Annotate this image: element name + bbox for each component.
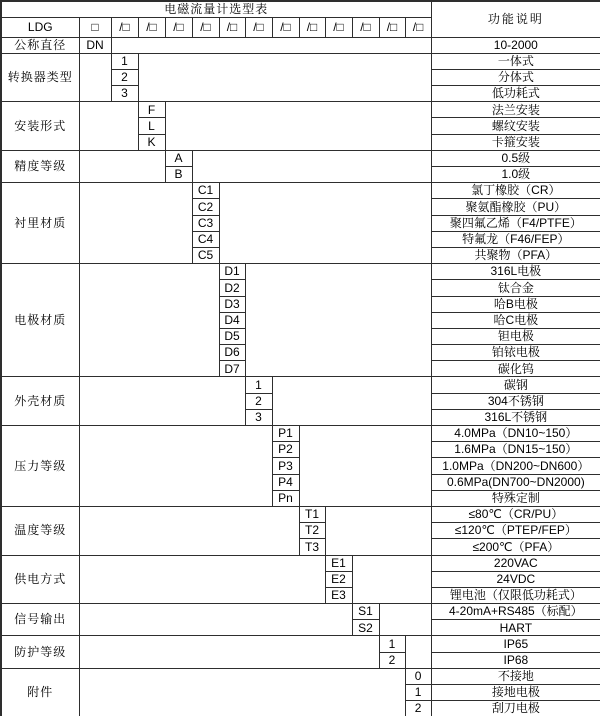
code-cell: D2 [219, 280, 245, 296]
group-spacer-left [79, 53, 111, 102]
code-cell: K [138, 134, 165, 150]
desc-cell: 1.0MPa（DN200~DN600） [431, 458, 600, 474]
code-cell: 2 [245, 393, 272, 409]
desc-cell: 碳化钨 [431, 361, 600, 377]
code-cell: T3 [299, 539, 325, 555]
desc-cell: 4.0MPa（DN10~150） [431, 426, 600, 442]
group-spacer-left [79, 377, 245, 426]
group-spacer-left [79, 264, 219, 377]
desc-cell: 24VDC [431, 571, 600, 587]
group-label: 衬里材质 [1, 183, 79, 264]
desc-cell: ≤200℃（PFA） [431, 539, 600, 555]
desc-cell: 哈C电极 [431, 312, 600, 328]
code-cell: A [165, 150, 192, 166]
code-cell: D6 [219, 345, 245, 361]
code-cell: T2 [299, 523, 325, 539]
desc-cell: 刮刀电极 [431, 701, 600, 716]
code-cell: C3 [192, 215, 219, 231]
model-slot: /□ [352, 17, 379, 37]
group-label: 外壳材质 [1, 377, 79, 426]
desc-cell: 低功耗式 [431, 86, 600, 102]
group-spacer-left [79, 102, 138, 151]
code-cell: 3 [111, 86, 138, 102]
desc-cell: 1.6MPa（DN15~150） [431, 442, 600, 458]
code-cell: 1 [245, 377, 272, 393]
group-label: 压力等级 [1, 426, 79, 507]
group-spacer-left [79, 506, 299, 555]
code-cell: P2 [272, 442, 299, 458]
desc-cell: 10-2000 [431, 37, 600, 53]
code-cell: E2 [325, 571, 352, 587]
model-slot: /□ [111, 17, 138, 37]
model-slot: /□ [138, 17, 165, 37]
code-cell: P1 [272, 426, 299, 442]
code-cell: D7 [219, 361, 245, 377]
desc-cell: 0.5级 [431, 150, 600, 166]
desc-cell: 钛合金 [431, 280, 600, 296]
desc-cell: 1.0级 [431, 167, 600, 183]
group-spacer-left [79, 555, 325, 604]
group-label: 安装形式 [1, 102, 79, 151]
code-cell: P4 [272, 474, 299, 490]
desc-cell: 聚氨酯橡胶（PU） [431, 199, 600, 215]
code-cell: P3 [272, 458, 299, 474]
code-cell: 0 [405, 668, 431, 684]
code-cell: 1 [111, 53, 138, 69]
code-cell: D1 [219, 264, 245, 280]
desc-cell: 316L电极 [431, 264, 600, 280]
code-cell: B [165, 167, 192, 183]
code-cell: S1 [352, 604, 379, 620]
code-cell: 2 [405, 701, 431, 716]
desc-cell: 特殊定制 [431, 490, 600, 506]
model-slot: /□ [379, 17, 405, 37]
group-spacer-right [111, 37, 431, 53]
desc-cell: 螺纹安装 [431, 118, 600, 134]
desc-cell: 304不锈钢 [431, 393, 600, 409]
code-cell: 2 [379, 652, 405, 668]
model-slot: /□ [272, 17, 299, 37]
desc-cell: 特氟龙（F46/FEP） [431, 231, 600, 247]
group-spacer-right [272, 377, 431, 426]
code-cell: F [138, 102, 165, 118]
group-spacer-right [138, 53, 431, 102]
group-spacer-right [352, 555, 431, 604]
desc-cell: 一体式 [431, 53, 600, 69]
group-spacer-left [79, 604, 352, 636]
code-cell: D3 [219, 296, 245, 312]
group-spacer-right [245, 264, 431, 377]
desc-cell: 钽电极 [431, 328, 600, 344]
model-slot: /□ [245, 17, 272, 37]
table-title: 电磁流量计选型表 [1, 1, 431, 17]
model-prefix: LDG [1, 17, 79, 37]
group-spacer-left [79, 668, 405, 716]
code-cell: 2 [111, 69, 138, 85]
group-spacer-right [379, 604, 431, 636]
code-cell: DN [79, 37, 111, 53]
group-label: 温度等级 [1, 506, 79, 555]
group-spacer-left [79, 636, 379, 668]
group-spacer-right [325, 506, 431, 555]
desc-cell: 铂铱电极 [431, 345, 600, 361]
desc-cell: 法兰安装 [431, 102, 600, 118]
desc-cell: 不接地 [431, 668, 600, 684]
group-label: 公称直径 [1, 37, 79, 53]
group-label: 转换器类型 [1, 53, 79, 102]
model-slot: /□ [192, 17, 219, 37]
desc-cell: 接地电极 [431, 685, 600, 701]
code-cell: S2 [352, 620, 379, 636]
group-spacer-right [299, 426, 431, 507]
desc-cell: 卡箍安装 [431, 134, 600, 150]
desc-cell: 316L不锈钢 [431, 409, 600, 425]
code-cell: Pn [272, 490, 299, 506]
model-slot: /□ [165, 17, 192, 37]
code-cell: E3 [325, 587, 352, 603]
code-cell: C1 [192, 183, 219, 199]
code-cell: C5 [192, 247, 219, 263]
model-box: □ [79, 17, 111, 37]
group-label: 电极材质 [1, 264, 79, 377]
desc-cell: 锂电池（仅限低功耗式） [431, 587, 600, 603]
model-slot: /□ [299, 17, 325, 37]
code-cell: L [138, 118, 165, 134]
group-spacer-left [79, 183, 192, 264]
table-body [1, 1, 600, 716]
desc-cell: 碳钢 [431, 377, 600, 393]
group-label: 供电方式 [1, 555, 79, 604]
code-cell: 1 [405, 685, 431, 701]
group-label: 精度等级 [1, 150, 79, 182]
group-spacer-right [165, 102, 431, 151]
code-cell: C2 [192, 199, 219, 215]
code-cell: E1 [325, 555, 352, 571]
model-slot: /□ [405, 17, 431, 37]
model-slot: /□ [325, 17, 352, 37]
code-cell: T1 [299, 506, 325, 522]
code-cell: D5 [219, 328, 245, 344]
model-slot: /□ [219, 17, 245, 37]
desc-cell: HART [431, 620, 600, 636]
group-label: 防护等级 [1, 636, 79, 668]
desc-cell: 哈B电极 [431, 296, 600, 312]
code-cell: C4 [192, 231, 219, 247]
code-cell: D4 [219, 312, 245, 328]
desc-cell: 聚四氟乙烯（F4/PTFE） [431, 215, 600, 231]
group-spacer-left [79, 426, 272, 507]
code-cell: 3 [245, 409, 272, 425]
desc-cell: 220VAC [431, 555, 600, 571]
group-label: 附件 [1, 668, 79, 716]
desc-cell: ≤80℃（CR/PU） [431, 506, 600, 522]
desc-cell: 4-20mA+RS485（标配） [431, 604, 600, 620]
desc-cell: 共聚物（PFA） [431, 247, 600, 263]
desc-cell: IP65 [431, 636, 600, 652]
desc-cell: IP68 [431, 652, 600, 668]
code-cell: 1 [379, 636, 405, 652]
group-spacer-right [192, 150, 431, 182]
group-label: 信号输出 [1, 604, 79, 636]
group-spacer-right [405, 636, 431, 668]
desc-cell: ≤120℃（PTEP/FEP） [431, 523, 600, 539]
group-spacer-right [219, 183, 431, 264]
desc-cell: 0.6MPa(DN700~DN2000) [431, 474, 600, 490]
desc-cell: 分体式 [431, 69, 600, 85]
function-header: 功能说明 [431, 1, 600, 37]
group-spacer-left [79, 150, 165, 182]
desc-cell: 氯丁橡胶（CR） [431, 183, 600, 199]
